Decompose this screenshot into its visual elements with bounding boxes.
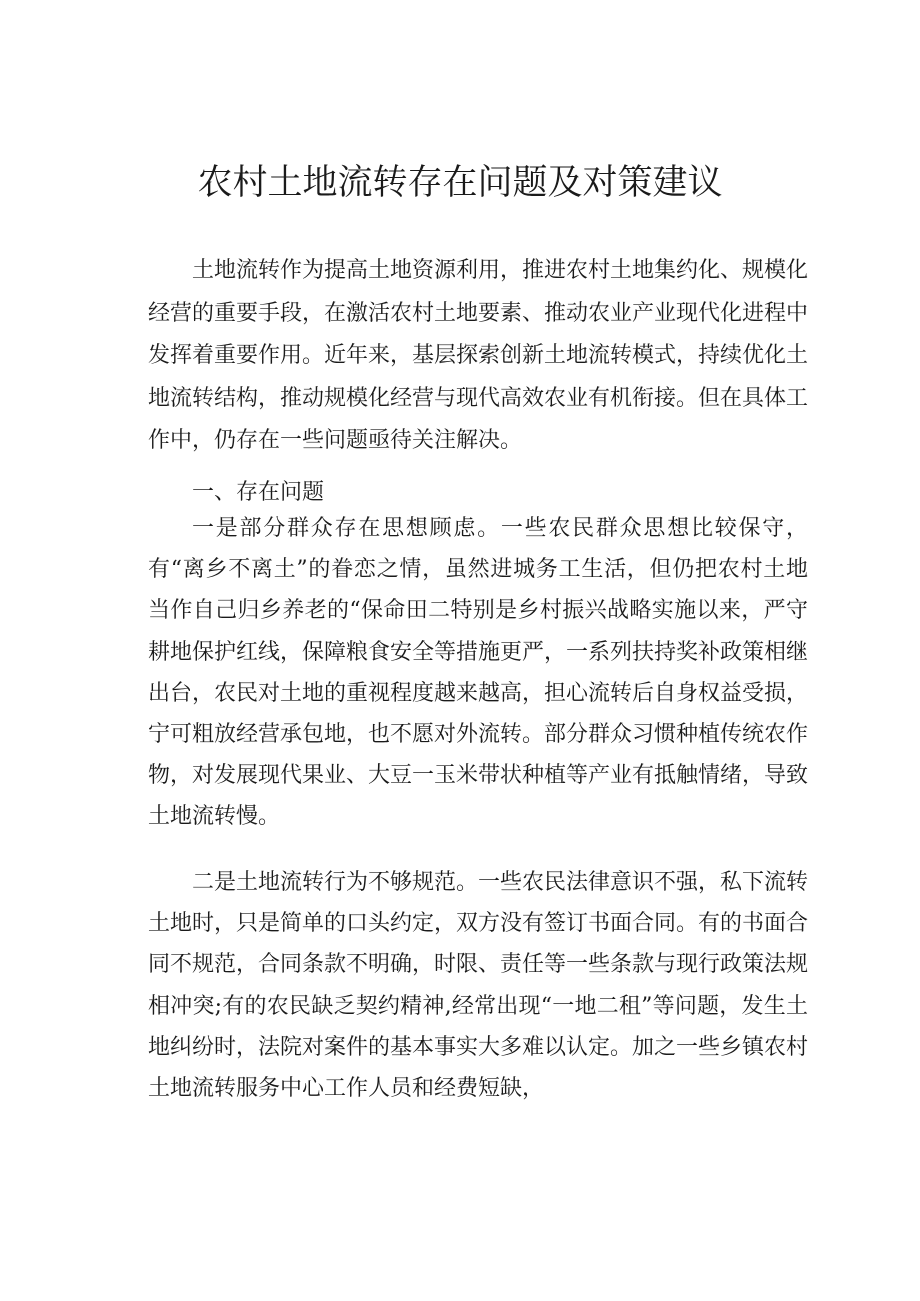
intro-paragraph: 土地流转作为提高土地资源利用，推进农村土地集约化、规模化经营的重要手段，在激活农村土地要素、推动农业产业现代化进程中发挥着重要作用。近年来，基层探索创新土地流转模式，持续优化土地流转结构，推动规模化经营与现代高效农业有机衔接。但在具体工作中，仍存在一些问题亟待关注解决。 (148, 258, 809, 453)
paragraph-block-2 (148, 862, 808, 1109)
paragraph-ideological-concerns: 一是部分群众存在思想顾虑。一些农民群众思想比较保守，有“离乡不离土”的眷恋之情，虽然进城务工生活，但仍把农村土地当作自己归乡养老的“保命田二特别是乡村振兴战略实施以来，严守耕地保护红线，保障粮食安全等措施更严，一系列扶持奖补政策相继出台，农民对土地的重视程度越来越高，担心流转后自身权益受损，宁可粗放经营承包地，也不愿对外流转。部分群众习惯种植传统农作物，对发展现代果业、大豆一玉米带状种植等产业有抵触情绪，导致土地流转慢。 (148, 516, 809, 830)
document-title: 农村土地流转存在问题及对策建议 (197, 163, 723, 203)
paragraph-block-1 (148, 508, 808, 838)
intro-paragraph-block (148, 250, 808, 463)
paragraph-nonstandard-transfer: 二是土地流转行为不够规范。一些农民法律意识不强，私下流转土地时，只是简单的口头约定，双方没有签订书面合同。有的书面合同不规范，合同条款不明确，时限、责任等一些条款与现行政策法规相冲突;有的农民缺乏契约精神,经常出现“一地二租”等问题，发生土地纠纷时，法院对案件的基本事实大多难以认定。加之一些乡镇农村土地流转服务中心工作人员和经费短缺， (148, 870, 809, 1102)
section-heading-problems: 一、存在问题 (192, 480, 325, 505)
